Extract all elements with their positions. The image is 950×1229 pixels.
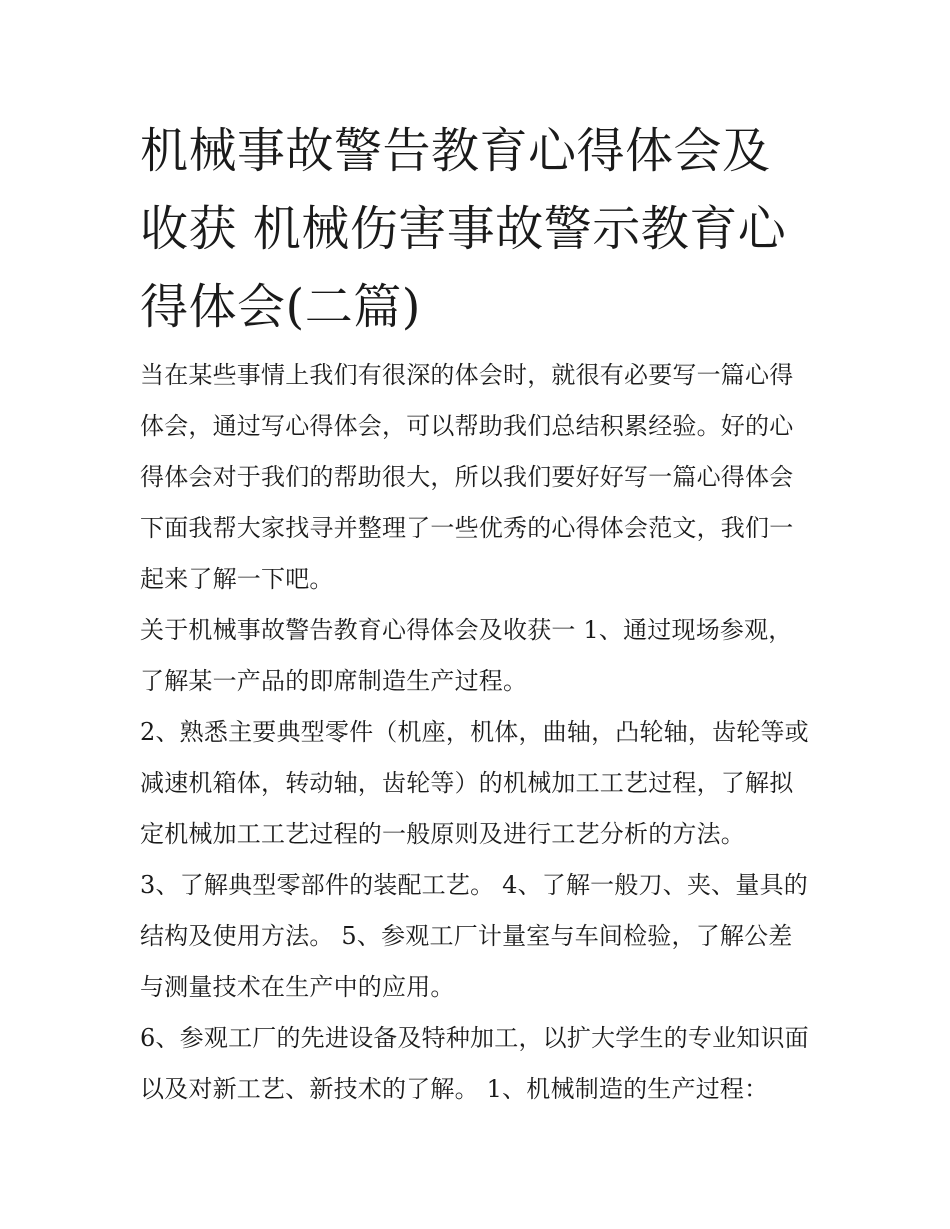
paragraph-item-2: 2、熟悉主要典型零件（机座，机体，曲轴，凸轮轴，齿轮等或减速机箱体，转动轴，齿轮等）的机械加工工艺过程，了解拟定机械加工工艺过程的一般原则及进行工艺分析的方法。 [140, 718, 809, 848]
paragraph-section-one: 关于机械事故警告教育心得体会及收获一 1、通过现场参观，了解某一产品的即席制造生产过程。 [140, 616, 793, 695]
document-content [140, 112, 812, 1115]
document-title: 机械事故警告教育心得体会及收获 机械伤害事故警示教育心得体会(二篇) [140, 123, 787, 335]
document-body [140, 350, 812, 1115]
paragraph-item-3-5: 3、了解典型零部件的装配工艺。 4、了解一般刀、夹、量具的结构及使用方法。 5、参观工厂计量室与车间检验，了解公差与测量技术在生产中的应用。 [140, 871, 808, 1001]
paragraph-intro: 当在某些事情上我们有很深的体会时，就很有必要写一篇心得体会，通过写心得体会，可以帮助我们总结积累经验。好的心得体会对于我们的帮助很大，所以我们要好好写一篇心得体会下面我帮大家找寻并整理了一些优秀的心得体会范文，我们一起来了解一下吧。 [140, 361, 794, 593]
paragraph-item-6: 6、参观工厂的先进设备及特种加工，以扩大学生的专业知识面以及对新工艺、新技术的了解。 1、机械制造的生产过程： [140, 1024, 809, 1103]
